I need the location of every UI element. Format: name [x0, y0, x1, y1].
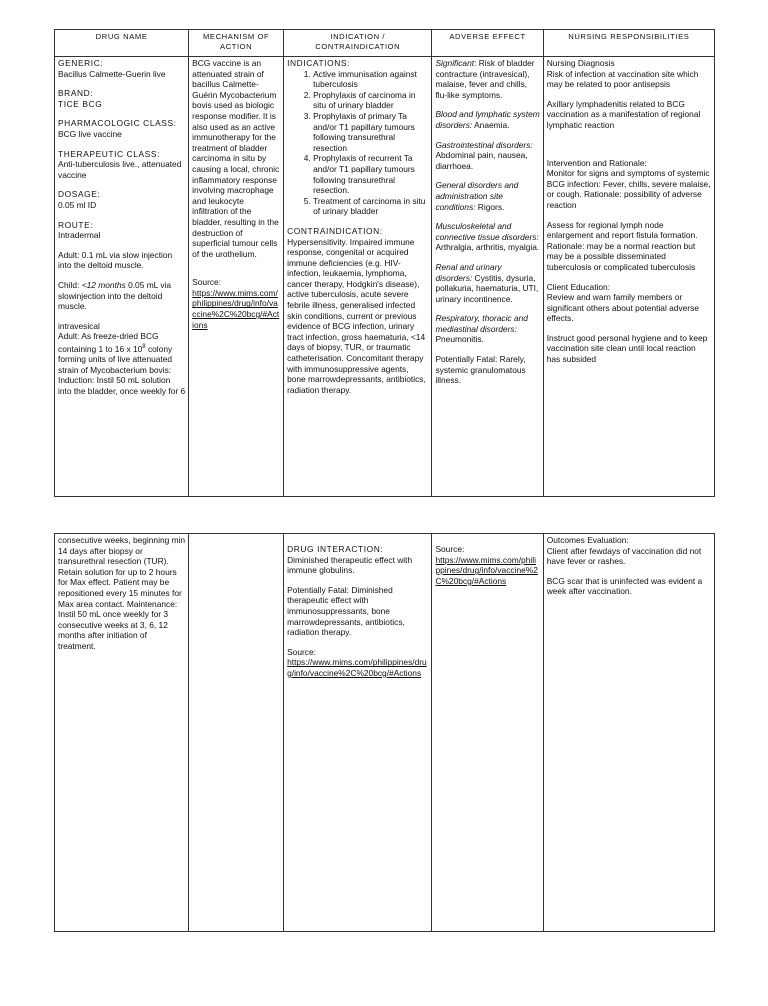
drug-study-table-page-1 — [54, 29, 715, 497]
drug-interaction-label: DRUG INTERACTION: — [287, 544, 384, 554]
header-indication: INDICATION / CONTRAINDICATION — [284, 30, 432, 57]
indications-label: INDICATIONS: — [287, 58, 350, 68]
pharm-class-label: PHARMACOLOGIC CLASS: — [58, 118, 177, 129]
indication-item: 5. Treatment of carcinoma in situ of urinary bladder — [313, 196, 428, 217]
nursing-diagnosis-label: Nursing Diagnosis — [546, 58, 615, 68]
pharm-class: BCG live vaccine — [58, 128, 122, 139]
outcome-2: BCG scar that is uninfected was evident a week after vaccination. — [546, 575, 703, 597]
adverse-blood: Blood and lymphatic system disorders: Anaemia. — [435, 109, 540, 130]
indication-item: 1. Active immunisation against tuberculosis — [313, 69, 428, 90]
header-adverse-effect: ADVERSE EFFECT — [432, 30, 543, 57]
drug-name-cell — [55, 57, 189, 497]
dosage-label: DOSAGE: — [58, 189, 101, 200]
drug-name-cell-continued — [55, 534, 189, 932]
adverse-musculoskeletal: Musculoskeletal and connective tissue disorders: Arthralgia, arthritis, myalgia. — [435, 221, 540, 253]
adverse-respiratory: Respiratory, thoracic and mediastinal disorders: Pneumonitis. — [435, 313, 528, 345]
nursing-cell — [543, 57, 714, 497]
intervention-label: Intervention and Rationale: — [546, 157, 647, 168]
mechanism-text: BCG vaccine is an attenuated strain of bacillus Calmette-Guérin Mycobacterium bovis used as biologic response modifier. It is also used as an active immunotherapy for the treatment of bladder carcinoma in situ by causing a local, chronic inflammatory response involving macrophage and leukocyte infiltration of the bladder, resulting in the destruction of superficial tumour cells of the urothelium. — [192, 58, 280, 259]
adverse-source-label: Source: — [435, 544, 465, 554]
mechanism-cell — [189, 57, 284, 497]
indication-item: 4. Prophylaxis of recurrent Ta and/or T1 papillary tumours following transurethral resection. — [313, 153, 428, 195]
nursing-diagnosis-1: Risk of infection at vaccination site which may be related to poor antisepsis — [546, 68, 699, 90]
adverse-fatal: Potentially Fatal: Rarely, systemic granulomatous illness. — [435, 354, 526, 386]
indication-source-link[interactable]: https://www.mims.com/philippines/drug/info/vaccine%2C%20bcg/#Actions — [287, 657, 427, 678]
adverse-source-link[interactable]: https://www.mims.com/philippines/drug/info/vaccine%2C%20bcg/#Actions — [435, 554, 538, 586]
mechanism-source-label: Source: — [192, 277, 222, 288]
content-row-continued — [55, 534, 715, 932]
indication-item: 3. Prophylaxis of primary Ta and/or T1 papillary tumours following transurethral resection — [313, 111, 428, 153]
brand-label: BRAND: — [58, 88, 94, 99]
nursing-diagnosis-2: Axillary lymphadenitis related to BCG vaccination as a manifestation of regional lymphatic reaction — [546, 98, 701, 130]
header-mechanism: MECHANISM OF ACTION — [189, 30, 284, 57]
contraindication-label: CONTRAINDICATION: — [287, 225, 383, 236]
thera-class-label: THERAPEUTIC CLASS: — [58, 148, 161, 159]
nursing-cell-continued — [543, 534, 714, 932]
contraindication-text: Hypersensitivity. Impaired immune response, congenital or acquired immune deficiencies (e.g. HIV-infection, leukaemia, lymphoma, cancer therapy, Hodgkin's disease), active tuberculosis, acute severe febrile illness, generalised infected skin conditions, current or previous evidence of BCG infection, urinary tract infection, gross haematuria, <14 days of biopsy, TUR, or traumatic catheterisation. Concomitant therapy with immunosuppressive agents, bone marrowdepressants, antibiotics, radiation therapy. — [287, 236, 426, 395]
intravesical-label: intravesical — [58, 320, 100, 331]
intervention-2: Assess for regional lymph node enlargement and report fistula formation. Rationale: may be a normal reaction but may be a possible disseminated tuberculosis or complicated tuberculosis — [546, 219, 698, 272]
header-drug-name: DRUG NAME — [55, 30, 189, 57]
mechanism-source-link[interactable]: https://www.mims.com/philippines/drug/info/vaccine%2C%20bcg/#Actions — [192, 287, 280, 330]
intravesical-dose-continued: consecutive weeks, beginning min 14 days after biopsy or transurethral resection (TUR). Retain solution for up to 2 hours for Max effect. Patient may be repositioned every 15 minutes for Max area contact. Maintenance: Instil 50 mL once weekly for 3 consecutive weeks at 3, 6, 12 months after initiation of treatment. — [58, 535, 186, 651]
indication-cell — [284, 57, 432, 497]
header-nursing: NURSING RESPONSIBILITIES — [543, 30, 714, 57]
drug-study-table-page-2 — [54, 533, 715, 932]
intravesical-dose: Adult: As freeze-dried BCG containing 1 to 16 x $10^8$ colony forming units of live attenuated strain of Mycobacterium bovis: Induction: Instil 50 mL solution into the bladder, once weekly for 6 — [58, 331, 186, 397]
generic-label: GENERIC: — [58, 58, 104, 68]
route: Intradermal — [58, 230, 101, 241]
client-education-2: Instruct good personal hygiene and to keep vaccination site clean until local reaction has subsided — [546, 332, 708, 365]
content-row — [55, 57, 715, 497]
adverse-effect-cell-continued — [432, 534, 543, 932]
dosage: 0.05 ml ID — [58, 199, 97, 210]
adverse-effect-cell — [432, 57, 543, 497]
adverse-general: General disorders and administration site conditions: Rigors. — [435, 180, 519, 212]
indication-source-label: Source: — [287, 646, 316, 657]
indication-item: 2. Prophylaxis of carcinoma in situ of urinary bladder — [313, 90, 428, 111]
mechanism-cell-continued — [189, 534, 284, 932]
route-label: ROUTE: — [58, 219, 94, 230]
adverse-renal: Renal and urinary disorders: Cystitis, dysuria, pollakuria, haematuria, UTI, urinary incontinence. — [435, 261, 539, 304]
generic-name: Bacillus Calmette-Guerin live — [58, 68, 166, 79]
brand-name: TICE BCG — [58, 98, 103, 109]
client-education-1: Review and warn family members or significant others about potential adverse effects. — [546, 292, 699, 324]
header-row — [55, 30, 715, 57]
child-dose: Child: <12 months 0.05 mL via slowinjection into the deltoid muscle. — [58, 279, 172, 312]
adverse-gi: Gastrointestinal disorders: Abdominal pain, nausea, diarrhoea. — [435, 139, 533, 171]
adult-dose: Adult: 0.1 mL via slow injection into the deltoid muscle. — [58, 249, 173, 271]
indications-list — [287, 69, 428, 217]
thera-class: Anti-tuberculosis live., attenuated vaccine — [58, 159, 182, 180]
outcomes-label: Outcomes Evaluation: — [546, 535, 629, 545]
adverse-significant: Significant: Risk of bladder contracture (intravesical), malaise, fever and chills, flu-like symptoms. — [435, 58, 535, 100]
client-education-label: Client Education: — [546, 281, 611, 292]
indication-cell-continued — [284, 534, 432, 932]
interaction-fatal: Potentially Fatal: Diminished therapeutic effect with immunosuppressants, bone marrowdepressants, antibiotics, radiation therapy. — [287, 584, 405, 638]
intervention-1: Monitor for signs and symptoms of systemic BCG infection: Fever, chills, severe malaise, or cough. Rationale: possibility of adverse reaction — [546, 168, 711, 210]
outcome-1: Client after fewdays of vaccination did not have fever or rashes. — [546, 545, 702, 567]
drug-interaction-text: Diminished therapeutic effect with immune globulins. — [287, 554, 413, 576]
